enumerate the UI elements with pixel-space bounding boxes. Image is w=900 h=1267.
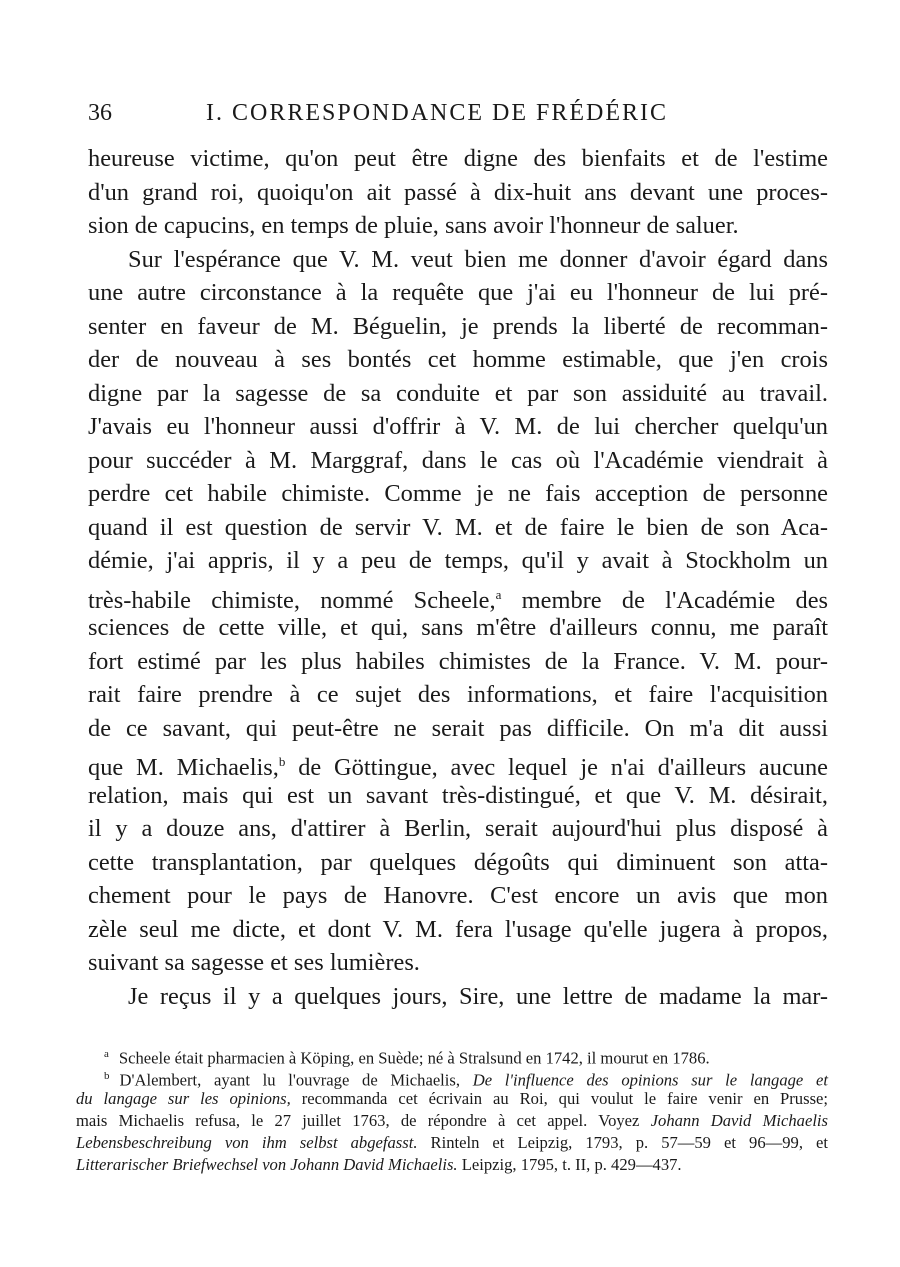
body-segment: très-habile chimiste, nommé Scheele, [88,586,496,614]
body-line: une autre circonstance à la requête que j'ai eu l'honneur de lui pré- [88,279,828,306]
footnote-b [76,1065,828,1090]
running-head: I. CORRESPONDANCE DE FRÉDÉRIC [206,100,669,126]
footnote-b-line [76,1132,828,1154]
body-segment: membre de l'Académie des [501,586,829,614]
body-line: digne par la sagesse de sa conduite et par son assiduité au travail. [88,379,828,407]
page-number: 36 [88,100,112,126]
footnote-title: du langage sur les opinions, [76,1088,291,1108]
body-line: chement pour le pays de Hanovre. C'est encore un avis que mon [88,882,828,909]
footnote-marker: b [104,1070,110,1083]
body-line: relation, mais qui est un savant très-distingué, et que V. M. désirait, [88,781,828,809]
footnotes [76,1043,828,1177]
body-line [88,578,828,612]
footnote-marker: a [104,1048,109,1060]
body-line: rait faire prendre à ce sujet des informations, et faire l'acquisition [88,681,828,708]
body-line: pour succéder à M. Marggraf, dans le cas où l'Académie viendrait à [88,446,828,474]
footnote-title: Johann David Michaelis [650,1110,828,1130]
footnote-text: recommanda cet écrivain au Roi, qui voulut le faire venir en Prusse; [290,1088,828,1108]
body-line: sciences de cette ville, et qui, sans m'être d'ailleurs connu, me paraît [88,614,828,641]
footnote-text: mais Michaelis refusa, le 27 juillet 1763, de répondre à cet appel. Voyez [76,1110,651,1130]
body-line: fort estimé par les plus habiles chimistes de la France. V. M. pour- [88,647,828,675]
body-line [88,745,828,782]
footnote-a [76,1043,828,1068]
body-line: zèle seul me dicte, et dont V. M. fera l'usage qu'elle jugera à propos, [88,915,828,943]
footnote-title: Lebensbeschreibung von ihm selbst abgefasst. [76,1133,418,1153]
body-line: démie, j'ai appris, il y a peu de temps, qu'il y avait à Stockholm un [88,547,828,574]
footnote-ref-a: a [495,586,502,602]
body-line: heureuse victime, qu'on peut être digne des bienfaits et de l'estime [88,145,828,172]
body-text [88,142,828,1013]
footnote-ref-b: b [278,754,286,769]
body-line: suivant sa sagesse et ses lumières. [88,949,420,976]
body-line: Je reçus il y a quelques jours, Sire, une lettre de madame la mar- [128,982,828,1010]
body-line: Sur l'espérance que V. M. veut bien me donner d'avoir égard dans [128,245,828,273]
body-line: perdre cet habile chimiste. Comme je ne fais acception de personne [88,480,828,507]
body-line: senter en faveur de M. Béguelin, je prends la liberté de recomman- [88,312,828,340]
body-line: d'un grand roi, quoiqu'on ait passé à dix-huit ans devant une proces- [88,178,828,206]
footnote-text: Rinteln et Leipzig, 1793, p. 57—59 et 96—99, et [417,1133,828,1153]
footnote-text: D'Alembert, ayant lu l'ouvrage de Michaelis, [119,1070,473,1090]
footnote-text: Scheele était pharmacien à Köping, en Suède; né à Stralsund en 1742, il mourut en 1786. [118,1048,710,1068]
footnote-text: Leipzig, 1795, t. II, p. 429—437. [457,1155,682,1175]
body-segment: que M. Michaelis, [88,754,279,782]
body-line: sion de capucins, en temps de pluie, sans avoir l'honneur de saluer. [88,212,739,239]
body-line: il y a douze ans, d'attirer à Berlin, serait aujourd'hui plus disposé à [88,815,828,842]
footnote-b-line [76,1154,828,1176]
body-line: der de nouveau à ses bontés cet homme estimable, que j'en crois [88,346,828,373]
footnote-title: Litterarischer Briefwechsel von Johann David Michaelis. [76,1155,458,1175]
body-line: cette transplantation, par quelques dégoûts qui diminuent son atta- [88,848,828,876]
footnote-title: De l'influence des opinions sur le langage et [472,1070,828,1090]
body-line: quand il est question de servir V. M. et de faire le bien de son Aca- [88,513,828,541]
body-segment: de Göttingue, avec lequel je n'ai d'ailleurs aucune [285,754,828,782]
footnote-b-line [76,1110,828,1132]
footnote-b-line [76,1088,828,1110]
body-line: J'avais eu l'honneur aussi d'offrir à V. M. de lui chercher quelqu'un [88,413,828,440]
body-line: de ce savant, qui peut-être ne serait pas difficile. On m'a dit aussi [88,714,828,742]
page-header [88,100,828,136]
